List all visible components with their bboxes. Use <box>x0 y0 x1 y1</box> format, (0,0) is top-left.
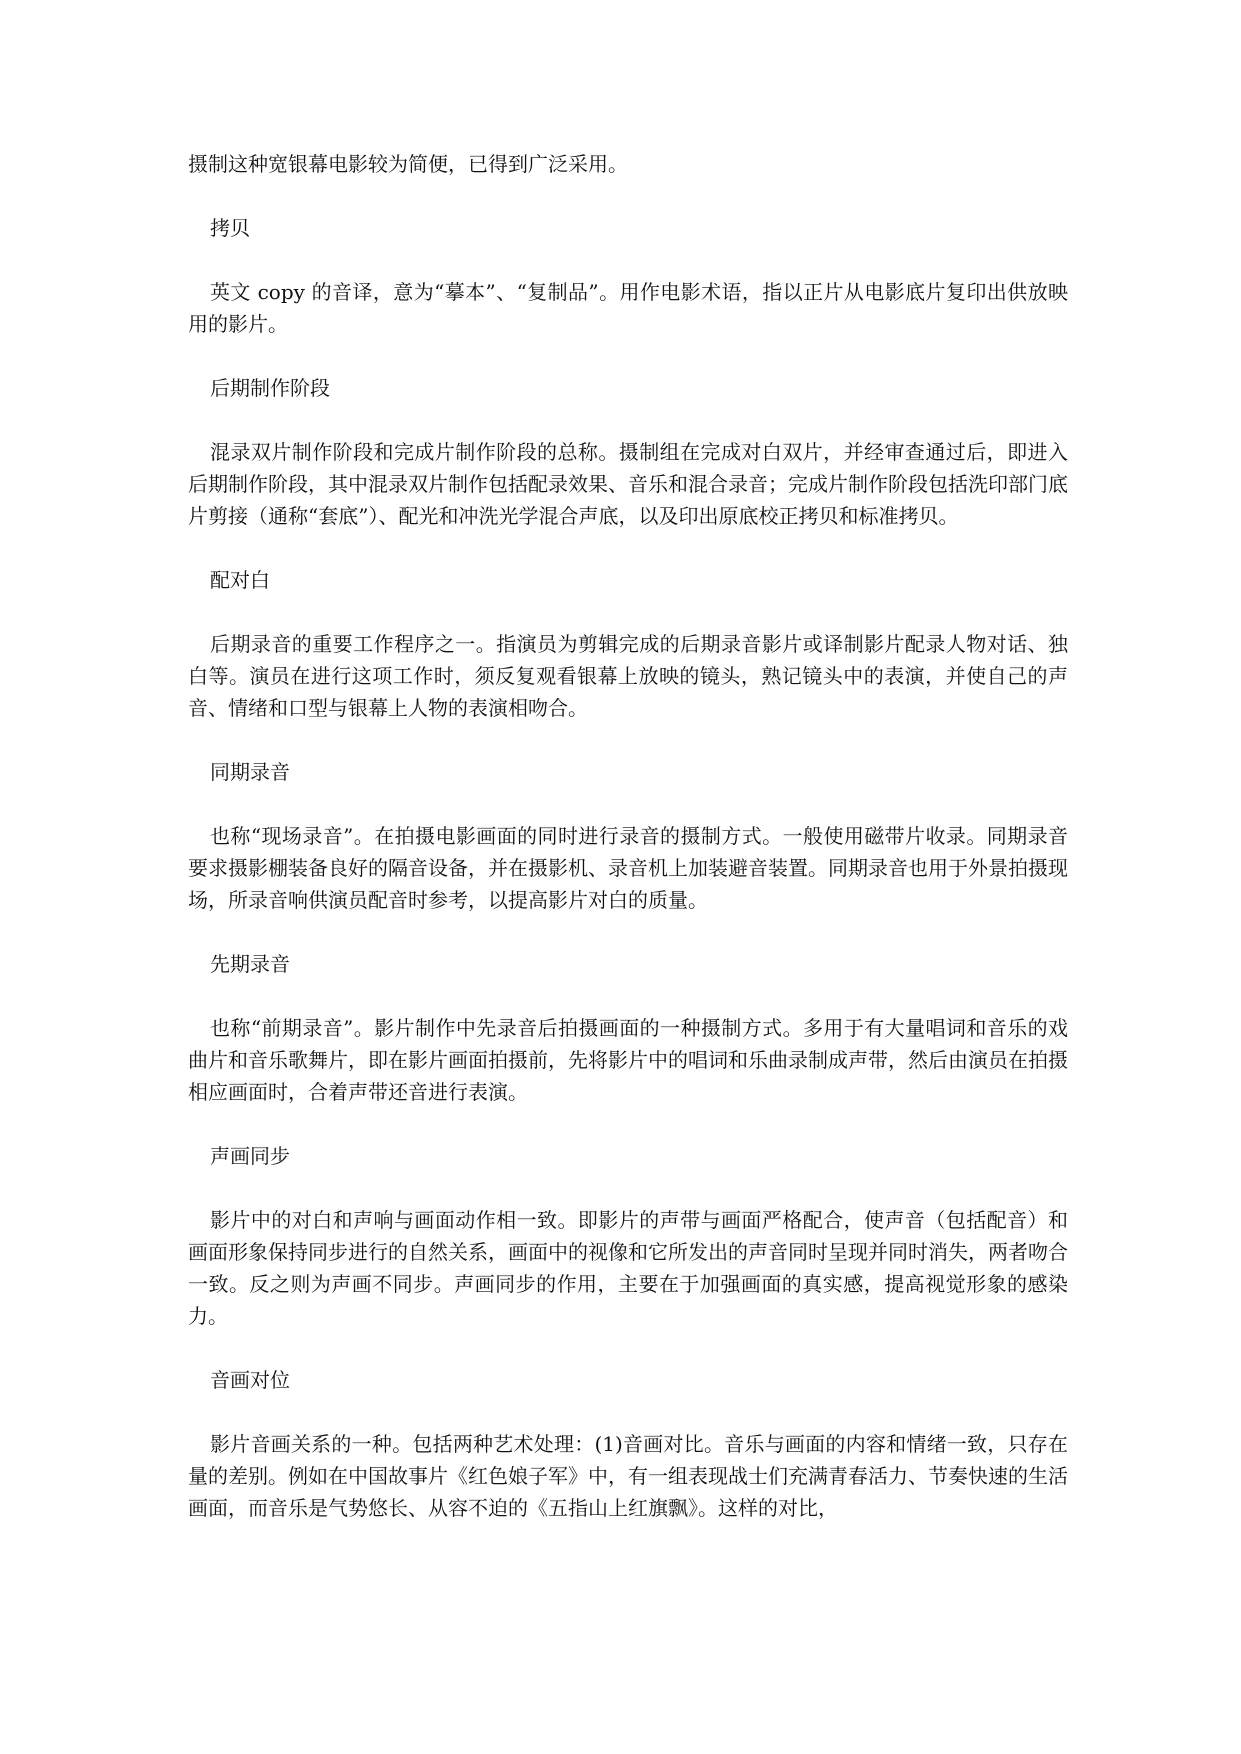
heading-dubbing: 配对白 <box>210 568 270 592</box>
heading-post-production: 后期制作阶段 <box>210 376 330 400</box>
heading-sound-picture-sync: 声画同步 <box>210 1144 290 1168</box>
paragraph-copy: 英文 copy 的音译，意为“摹本”、“复制品”。用作电影术语，指以正片从电影底片复印出供放映用的影片。 <box>188 280 1068 336</box>
heading-copy: 拷贝 <box>210 216 250 240</box>
heading-counterpoint: 音画对位 <box>210 1368 290 1392</box>
paragraph-intro: 摄制这种宽银幕电影较为简便，已得到广泛采用。 <box>188 152 628 176</box>
paragraph-sync-recording: 也称“现场录音”。在拍摄电影画面的同时进行录音的摄制方式。一般使用磁带片收录。同期录音要求摄影棚装备良好的隔音设备，并在摄影机、录音机上加装避音装置。同期录音也用于外景拍摄现场，所录音响供演员配音时参考，以提高影片对白的质量。 <box>188 824 1068 912</box>
heading-sync-recording: 同期录音 <box>210 760 290 784</box>
document-body <box>188 148 1068 1524</box>
heading-pre-recording: 先期录音 <box>210 952 290 976</box>
paragraph-pre-recording: 也称“前期录音”。影片制作中先录音后拍摄画面的一种摄制方式。多用于有大量唱词和音乐的戏曲片和音乐歌舞片，即在影片画面拍摄前，先将影片中的唱词和乐曲录制成声带，然后由演员在拍摄相应画面时，合着声带还音进行表演。 <box>188 1016 1068 1104</box>
paragraph-sound-picture-sync: 影片中的对白和声响与画面动作相一致。即影片的声带与画面严格配合，使声音（包括配音）和画面形象保持同步进行的自然关系，画面中的视像和它所发出的声音同时呈现并同时消失，两者吻合一致。反之则为声画不同步。声画同步的作用，主要在于加强画面的真实感，提高视觉形象的感染力。 <box>188 1208 1068 1328</box>
paragraph-counterpoint: 影片音画关系的一种。包括两种艺术处理：(1)音画对比。音乐与画面的内容和情绪一致，只存在量的差别。例如在中国故事片《红色娘子军》中，有一组表现战士们充满青春活力、节奏快速的生活画面，而音乐是气势悠长、从容不迫的《五指山上红旗飘》。这样的对比， <box>188 1432 1068 1520</box>
paragraph-post-production: 混录双片制作阶段和完成片制作阶段的总称。摄制组在完成对白双片，并经审查通过后，即进入后期制作阶段，其中混录双片制作包括配录效果、音乐和混合录音；完成片制作阶段包括洗印部门底片剪接（通称“套底”）、配光和冲洗光学混合声底，以及印出原底校正拷贝和标准拷贝。 <box>188 440 1068 528</box>
paragraph-dubbing: 后期录音的重要工作程序之一。指演员为剪辑完成的后期录音影片或译制影片配录人物对话、独白等。演员在进行这项工作时，须反复观看银幕上放映的镜头，熟记镜头中的表演，并使自己的声音、情绪和口型与银幕上人物的表演相吻合。 <box>188 632 1068 720</box>
